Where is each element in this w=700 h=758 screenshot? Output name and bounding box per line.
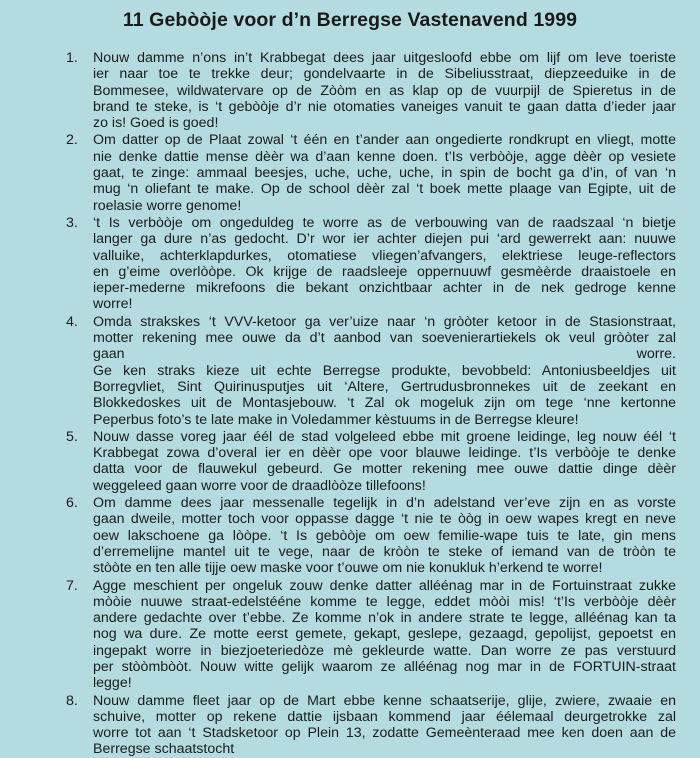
item-text-line: Nouw dasse voreg jaar éél de stad volgeleed ebbe mit groene leidinge, leg nouw éél ‘t: [93, 428, 676, 445]
item-number: 2.: [66, 132, 78, 149]
item-text: [93, 495, 676, 576]
item-text-line: Berregse schaatstocht: [93, 741, 235, 758]
list-item: [66, 429, 676, 494]
item-text-line: andere gedachte over t’ebbe. Ze komme n’ok in andere strate te legge, alléénag kan ta: [93, 610, 676, 627]
item-text-line: Omda strakskes ‘t VVV-ketoor ga ver’uize naar ‘n gròòter ketoor in de Stasionstraat,: [93, 313, 676, 330]
item-text-line: motter rekening mee ouwe da d’t aanbod van soevenierartiekels ok veul gròòter zal: [93, 330, 676, 347]
item-text-line: nie denke dattie mense dèèr wa d’aan kenne doen. t’Is verbòòje, agge dèèr op vesiete: [93, 148, 676, 165]
item-text-line: nog wa dure. Ze motte eerst gemete, gekapt, geslepe, gezaagd, gepolijst, gepoetst en: [93, 626, 676, 643]
item-number: 1.: [66, 50, 78, 66]
item-text-line: valluike, achterklapdurkes, otomatiese vliegen’afvangers, elektriese leuge-reflectors: [93, 247, 676, 264]
item-text-line: zo is! Goed is goed!: [93, 115, 219, 132]
item-text-line: Blokkedoskes uit de Montasjebouw. ‘t Zal ok mogeluk zijn om tege ‘nne kertonne: [93, 395, 676, 412]
item-text-line: Borregvliet, Sint Quirinusputjes uit ‘Altere, Gertrudusbronnekes uit de zeekant en: [93, 378, 676, 395]
item-text: [93, 314, 676, 428]
item-text-line: ingepakt worre in biezjoeteriedòze mè gekleurde watte. Dan worre ze pas verstuurd: [93, 642, 676, 659]
item-text-line: gaat, te zinge: ammaal beesjes, uche, uche, uche, in spin de bocht ga d’in, of van ‘n: [93, 165, 676, 182]
item-text-line: Agge meschient per ongeluk zouw denke datter alléénag mar in de Fortuinstraat zukke: [93, 577, 676, 594]
item-text: [93, 215, 676, 313]
list-item: [66, 132, 676, 213]
item-text-line: Om damme dees jaar messenalle tegelijk in d’n adelstand ver’eve zijn en as vorste: [93, 495, 676, 512]
item-text-line: schuive, motter op rekene dattie ijsbaan kommend jaar éélemaal deurgetrokke zal: [93, 708, 676, 725]
item-text-line: Nouw damme n’ons in’t Krabbegat dees jaar uitgesloofd ebbe om lijf om leve toeriste: [93, 50, 676, 66]
item-text-line: legge!: [93, 675, 132, 692]
list-item: [66, 495, 676, 576]
item-text-line: gaan dweile, motter toch voor oppasse dagge ‘t nie te òòg in oew wapes kregt en neve: [93, 511, 676, 528]
list-item: [66, 215, 676, 313]
item-text-line: Krabbegat zowa d’overal ier en dèèr ope voor blauwe leidinge. t’Is verbòòje te denke: [93, 445, 676, 462]
item-text-line: gaan worre.: [93, 346, 676, 363]
item-text-line: Bommesee, wildwatervare op de Zòòm en as klap op de vuurpijl de Spieretus in de: [93, 82, 676, 99]
item-number: 8.: [66, 692, 78, 709]
item-text-line: mòòie nuuwe straat-edelstééne komme te legge, eddet mòòi mis! ‘t’Is verbòòje dèèr: [93, 593, 676, 610]
item-text-line: datta voor de flauwekul gebeurd. Ge motter rekening mee ouwe dattie dinge dèèr: [93, 461, 676, 478]
item-text-line: ier naar toe te trekke deur; gondelvaarte in de Sibeliusstraat, diepzeeduike in de: [93, 66, 676, 83]
item-text-line: Nouw damme fleet jaar op de Mart ebbe kenne schaatserije, glije, zwiere, zwaaie en: [93, 692, 676, 709]
item-text-line: ieper-mederne mikrefoons die bekant onzichtbaar achter in de nek gedroge kenne: [93, 280, 676, 297]
item-text-line: brand te steke, is ‘t gebòòje d’r nie otomaties vaneiges vanuit te gaan datta d’ieder jaar: [93, 98, 676, 115]
item-text-line: oew lakschoene ga lòòpe. ‘t Is gebòòje om oew femilie-wape tuis te late, gin mens: [93, 527, 676, 544]
item-text-line: Om datter op de Plaat zowal ‘t één en t’ander aan ongedierte rondkrupt en vliegt, motte: [93, 132, 676, 149]
list-item: [66, 314, 676, 428]
item-text-line: worre!: [93, 296, 133, 313]
item-text-line: Ge ken straks kieze uit echte Berregse produkte, bevobbeld: Antoniusbeeldjes uit: [93, 362, 676, 379]
item-number: 3.: [66, 214, 78, 231]
item-text-line: Peperbus foto’s te late make in Voledammer kèstuums in de Berregse kleure!: [93, 411, 579, 428]
item-text-line: d’erremelijne mantel uit te vege, naar de kròòn te steke of iemand van de tròòn te: [93, 543, 676, 560]
item-number: 4.: [66, 313, 78, 330]
item-text-line: en g’eime overlòòpe. Ok krijge de raadsleeje oppernuuwf gesmèèrde draaistoele en: [93, 263, 676, 280]
item-text-line: stòòte en ten alle tijje oew maske voor t’ouwe om nie konukluk h’erkend te worre!: [93, 560, 603, 577]
item-text: [93, 50, 676, 131]
list-item: [66, 693, 676, 758]
document-title: 11 Gebòòje voor d’n Berregse Vastenavend 1999: [122, 9, 578, 31]
item-text-line: worre tot aan ‘t Stadsketoor op Plein 13, zodatte Gemeènteraad mee ken doen aan de: [93, 725, 676, 742]
item-text: [93, 578, 676, 692]
item-text-line: per stòòmbòòt. Nouw witte gelijk waarom ze alléénag nog mar in de FORTUIN-straat: [93, 658, 676, 675]
item-number: 7.: [66, 577, 78, 594]
item-text: [93, 132, 676, 213]
item-text: [93, 693, 676, 758]
item-number: 6.: [66, 495, 78, 512]
item-text-line: langer ga dure n’as gedocht. D’r wor ier achter diejen pui ‘ard gewerrekt aan: nuuwe: [93, 231, 676, 248]
rules-list: [66, 50, 676, 758]
item-text-line: weggeleed gaan worre voor de draadlòòze tillefoons!: [93, 477, 426, 494]
item-text-line: roelasie worre genome!: [93, 197, 242, 214]
item-number: 5.: [66, 428, 78, 445]
list-item: [66, 50, 676, 131]
item-text-line: ‘t Is verbòòje om ongeduldeg te worre as de verbouwing van de raadszaal ‘n bietje: [93, 214, 676, 231]
item-text: [93, 429, 676, 494]
list-item: [66, 578, 676, 692]
item-text-line: mug ‘n oliefant te make. Op de school dèèr zal ‘t boek mette plaage van Egipte, uit de: [93, 181, 676, 198]
